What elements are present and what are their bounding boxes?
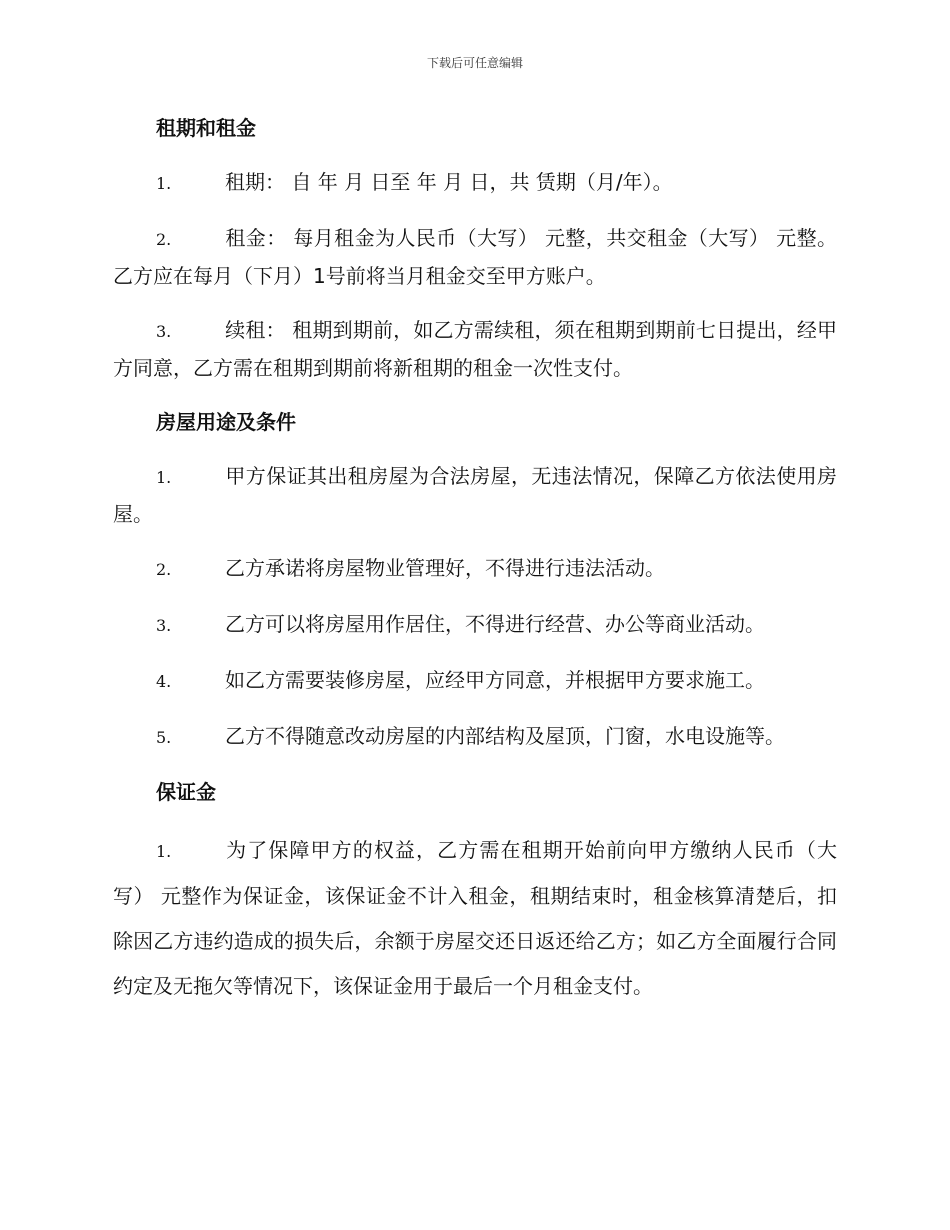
list-item — [113, 828, 837, 1009]
section-house-use-and-conditions — [113, 404, 837, 756]
item-text: 乙方可以将房屋用作居住，不得进行经营、办公等商业活动。 — [225, 612, 765, 636]
list-item — [113, 662, 837, 700]
list-item — [113, 606, 837, 644]
item-text: 租金： 每月租金为人民币（大写） 元整，共交租金（大写） 元整。乙方应在每月（下月）1号前将当月租金交至甲方账户。 — [113, 226, 837, 288]
item-number: 3. — [156, 616, 172, 635]
list-item — [113, 550, 837, 588]
section-title: 房屋用途及条件 — [156, 410, 296, 434]
item-number: 4. — [156, 672, 172, 691]
section-lease-term-and-rent — [113, 110, 837, 386]
item-number: 2. — [156, 230, 172, 249]
list-item — [113, 220, 837, 294]
item-text: 乙方不得随意改动房屋的内部结构及屋顶，门窗，水电设施等。 — [225, 724, 785, 748]
item-number: 1. — [156, 174, 172, 193]
item-number: 3. — [156, 322, 172, 341]
item-text: 如乙方需要装修房屋，应经甲方同意，并根据甲方要求施工。 — [225, 668, 765, 692]
list-item — [113, 312, 837, 386]
document-body — [113, 110, 837, 1027]
section-title: 租期和租金 — [156, 116, 256, 140]
list-item — [113, 458, 837, 532]
list-item — [113, 718, 837, 756]
item-text: 甲方保证其出租房屋为合法房屋，无违法情况，保障乙方依法使用房屋。 — [113, 464, 837, 526]
item-text: 乙方承诺将房屋物业管理好，不得进行违法活动。 — [225, 556, 665, 580]
list-item — [113, 164, 837, 202]
item-number: 2. — [156, 560, 172, 579]
item-number: 5. — [156, 728, 172, 747]
section-title: 保证金 — [156, 780, 216, 804]
item-text: 为了保障甲方的权益，乙方需在租期开始前向甲方缴纳人民币（大写） 元整作为保证金，该保证金不计入租金，租期结束时，租金核算清楚后，扣除因乙方违约造成的损失后，余额于房屋交还日返还给乙方；如乙方全面履行合同约定及无拖欠等情况下，该保证金用于最后一个月租金支付。 — [113, 838, 837, 998]
item-number: 1. — [156, 468, 172, 487]
section-deposit — [113, 774, 837, 1009]
item-text: 续租： 租期到期前，如乙方需续租，须在租期到期前七日提出，经甲方同意，乙方需在租期到期前将新租期的租金一次性支付。 — [113, 318, 837, 380]
item-number: 1. — [156, 842, 172, 861]
item-text: 租期： 自 年 月 日至 年 月 日，共 赁期（月/年）。 — [225, 170, 673, 194]
header-note: 下载后可任意编辑 — [426, 56, 523, 70]
